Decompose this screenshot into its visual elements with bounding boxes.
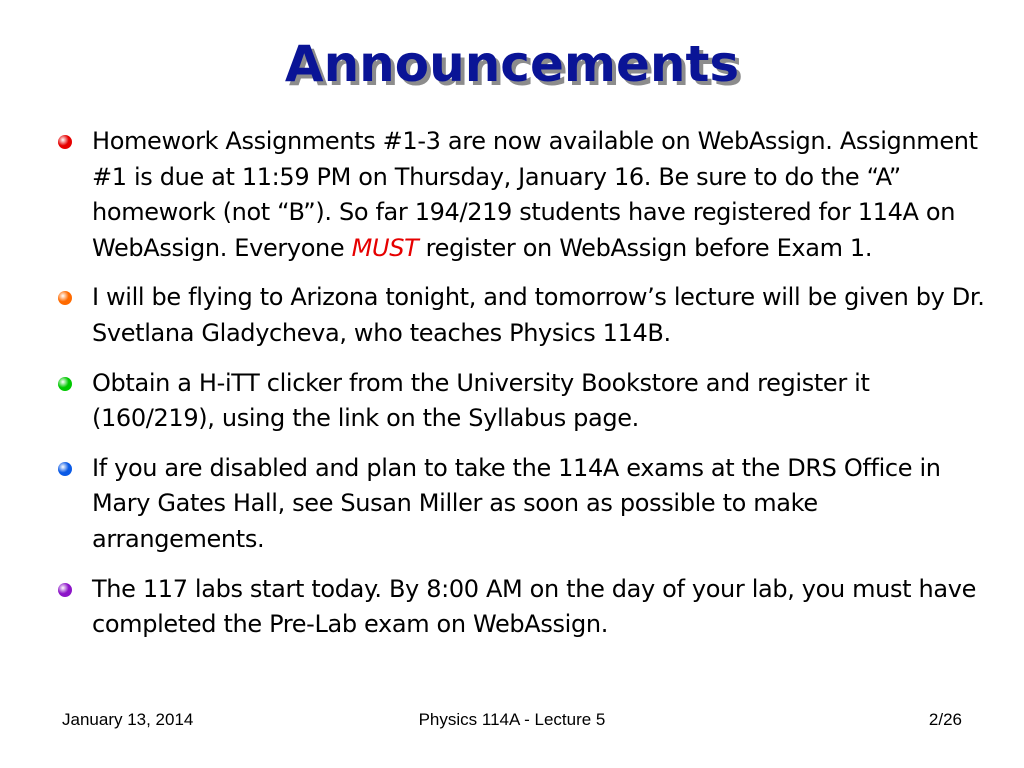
footer-date: January 13, 2014 bbox=[62, 710, 194, 729]
announcement-item-drs bbox=[56, 451, 986, 558]
bullet-dot-icon bbox=[58, 135, 72, 149]
announcement-item-labs bbox=[56, 572, 986, 643]
bullet-dot-icon bbox=[58, 583, 72, 597]
announcement-item-clicker bbox=[56, 366, 986, 437]
bullet-dot-icon bbox=[58, 462, 72, 476]
announcement-text-continued: register on WebAssign before Exam 1. bbox=[418, 233, 873, 262]
slide-title: Announcements bbox=[284, 35, 740, 93]
emphasis-text: MUST bbox=[351, 233, 419, 262]
bullet-dot-icon bbox=[58, 377, 72, 391]
announcement-text: The 117 labs start today. By 8:00 AM on the day of your lab, you must have completed the Pre-Lab exam on WebAssign. bbox=[92, 574, 977, 639]
announcement-list bbox=[56, 124, 986, 657]
announcement-text: Homework Assignments #1-3 are now available on WebAssign. Assignment #1 is due at 11:59 PM on Thursday, January 16. Be sure to do the “A” homework (not “B”). So far 194/219 students have registered for 114A on WebAssign. Everyone bbox=[92, 127, 978, 262]
bullet-dot-icon bbox=[58, 291, 72, 305]
announcement-text: I will be flying to Arizona tonight, and tomorrow’s lecture will be given by Dr. Svetlana Gladycheva, who teaches Physics 114B. bbox=[92, 283, 985, 347]
announcement-item-homework bbox=[56, 124, 986, 266]
announcement-text: If you are disabled and plan to take the 114A exams at the DRS Office in Mary Gates Hall, see Susan Miller as soon as possible to make arrangements. bbox=[92, 453, 941, 553]
footer-course: Physics 114A - Lecture 5 bbox=[418, 710, 606, 729]
announcement-item-lecture bbox=[56, 280, 986, 351]
announcement-text: Obtain a H-iTT clicker from the University Bookstore and register it (160/219), using the link on the Syllabus page. bbox=[92, 368, 870, 433]
footer-page-number: 2/26 bbox=[928, 710, 962, 729]
